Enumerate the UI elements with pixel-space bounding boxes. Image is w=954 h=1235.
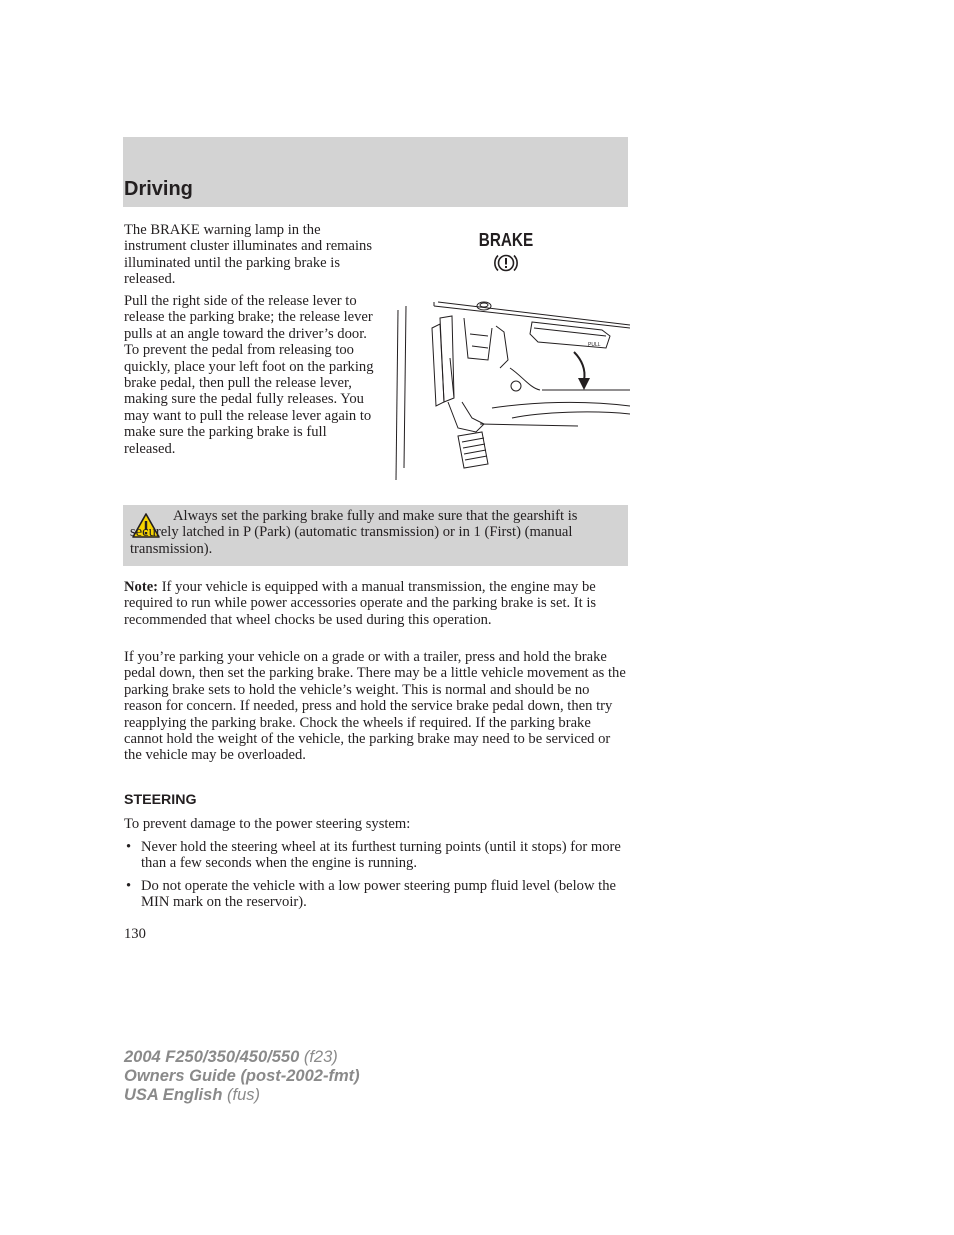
section-header <box>123 137 628 207</box>
note-paragraph <box>124 579 629 628</box>
note-text: If your vehicle is equipped with a manual transmission, the engine may be required to run while power accessories operate and the parking brake is set. It is recommended that wheel chocks be used during this operation. <box>124 579 597 628</box>
warning-text: Always set the parking brake fully and make sure that the gearshift is securely latched in P (Park) (automatic transmission) or in 1 (First) (manual transmission). <box>130 508 578 557</box>
brake-lamp-label: BRAKE <box>478 230 534 250</box>
bullet-text: Do not operate the vehicle with a low power steering pump fluid level (below the MIN mark on the reservoir). <box>141 877 616 911</box>
footer-line-1 <box>124 1048 360 1067</box>
steering-intro: To prevent damage to the power steering system: <box>124 816 411 832</box>
parking-brake-pedal-illustration <box>392 298 630 482</box>
intro-paragraph-2: Pull the right side of the release lever to release the parking brake; the release lever pulls at an angle toward the driver’s door. To prevent the pedal from releasing too quickly, place your left foot on the parking brake pedal, then pull the release lever, making sure the pedal fully releases. You may want to pull the release lever again to make sure the parking brake is full released. <box>124 293 374 457</box>
footer-model: 2004 F250/350/450/550 <box>124 1048 300 1066</box>
footer-model-code: (f23) <box>299 1048 338 1066</box>
brake-warning-icon <box>493 252 519 274</box>
pull-label: PULL <box>588 342 601 348</box>
list-item <box>124 878 629 911</box>
grade-parking-paragraph: If you’re parking your vehicle on a grade or with a trailer, press and hold the brake pedal down, then set the parking brake. There may be a little vehicle movement as the parking brake sets to hold the vehicle’s weight. This is normal and should be no reason for concern. If needed, press and hold the service brake pedal down, then try reapplying the parking brake. Chock the wheels if required. If the parking brake cannot hold the weight of the vehicle, the parking brake may need to be serviced or the vehicle may be overloaded. <box>124 649 626 764</box>
footer-language-code: (fus) <box>222 1086 260 1104</box>
brake-warning-lamp <box>470 230 542 276</box>
steering-heading: STEERING <box>124 792 197 808</box>
bullet-text: Never hold the steering wheel at its furthest turning points (until it stops) for more than a few seconds when the engine is running. <box>141 839 621 872</box>
footer-line-2 <box>124 1067 360 1086</box>
bullet-icon: • <box>126 877 132 894</box>
footer-guide: Owners Guide (post-2002-fmt) <box>124 1067 360 1085</box>
section-title: Driving <box>124 178 193 200</box>
footer-line-3 <box>124 1086 360 1105</box>
steering-bullet-list <box>124 839 629 917</box>
list-item <box>124 839 629 872</box>
footer-language: USA English <box>124 1086 223 1104</box>
document-footer <box>124 1048 360 1105</box>
note-label: Note: <box>124 579 159 595</box>
page-number: 130 <box>124 926 146 942</box>
intro-paragraph-1: The BRAKE warning lamp in the instrument cluster illuminates and remains illuminated until the parking brake is released. <box>124 222 373 288</box>
warning-box <box>123 505 628 566</box>
bullet-icon: • <box>126 839 132 855</box>
